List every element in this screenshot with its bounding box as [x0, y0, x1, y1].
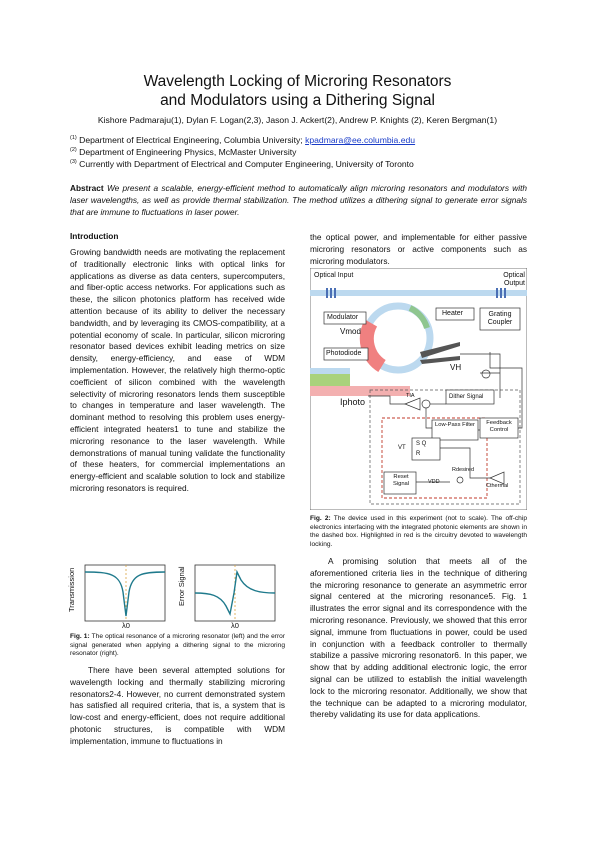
figure-2-graphics	[310, 268, 527, 510]
intro-heading: Introduction	[70, 231, 119, 241]
author-email-link[interactable]: kpadmara@ee.columbia.edu	[305, 134, 416, 145]
fig2-bus-waveguide	[310, 290, 527, 296]
fig2-green-waveguide	[310, 374, 350, 386]
fig1-caption-text: The optical resonance of a microring resonator (left) and the error signal generated when applying a dithering signal to the microring resonator (right).	[70, 633, 286, 658]
figure-1-caption	[70, 633, 285, 659]
fig2-vdd-label: VDD	[428, 479, 440, 485]
affiliation-2: $^{(2)}$ Department of Engineering Physics, McMaster University	[70, 146, 297, 157]
abstract	[70, 182, 527, 218]
title-line-2: and Modulators using a Dithering Signal	[160, 92, 435, 109]
col2-paragraph-0: the optical power, and implementable for either passive microring resonators or active components such as microring modulators.	[310, 232, 527, 266]
affiliation-1-text: Department of Electrical Engineering, Columbia University;	[79, 134, 303, 145]
col2-paragraph-1: A promising solution that meets all of the aforementioned criteria lies in the technique of dithering the microring resonance to generate an asymmetric error signal centered at the microring resonance5. Fig. 1 illustrates the error signal and its correspondence with the microring resonance. Previously, we showed that this error signal, immune from fluctuations in power, could be used in conjunction with a feedback controller to thermally stabilize a passive microring resonator6. In this paper, we show that by adding additional electronic logic, the error signal can be utilized to establish the initial wavelength lock to the microring resonator. Additionally, we show that the technique can be adapted to a microring modulator, thereby validating its use for data applications.	[310, 556, 527, 720]
fig2-iphoto-label: Iphoto	[340, 397, 366, 407]
fig1-right-xlabel: λ0	[231, 621, 239, 630]
fig1-right-ylabel: Error Signal	[177, 566, 186, 606]
fig2-vmod-label: Vmod	[340, 327, 361, 336]
figure-2	[310, 268, 527, 510]
abstract-label: Abstract	[70, 183, 104, 193]
affiliation-3: $^{(3)}$ Currently with Department of Electrical and Computer Engineering, University of Toronto	[70, 158, 414, 169]
fig2-vth-label: VT	[398, 445, 406, 451]
fig2-modulator-label: Modulator	[327, 314, 359, 321]
fig2-rdesired-label: Rdesired	[452, 467, 475, 473]
fig2-optical-input-label: Optical Input	[314, 272, 354, 279]
author-list: Kishore Padmaraju(1), Dylan F. Logan(2,3), Jason J. Ackert(2), Andrew P. Knights (2), Keren Bergman(1)	[97, 115, 498, 125]
fig2-lowpass-label: Low-Pass Filter	[435, 422, 475, 428]
fig2-input-grating	[326, 288, 336, 298]
fig2-drop-waveguide	[310, 368, 350, 374]
fig2-r-label: R	[416, 451, 421, 457]
fig2-heater-label: Heater	[442, 310, 464, 317]
paper-title	[0, 72, 595, 110]
fig1-caption-label: Fig. 1:	[70, 633, 90, 640]
title-line-1: Wavelength Locking of Microring Resonators	[143, 73, 452, 90]
fig2-vh-label: VH	[450, 363, 462, 372]
col1-paragraph-2: There have been several attempted solutions for wavelength locking and thermally stabilizing microring resonators2-4. However, no current demonstrated system has satisfied all required criteria, that is, a system that is low-cost and energy-efficient, does not require additional photonic structures, is compatible with WDM implementation, immune to fluctuations in	[70, 665, 285, 746]
figure-1	[67, 562, 285, 632]
figure-2-caption	[310, 515, 527, 549]
fig2-dither-label: Dither Signal	[449, 394, 484, 400]
fig2-red-region	[310, 386, 410, 396]
affiliation-1: $^{(1)}$ Department of Electrical Engineering, Columbia University; kpadmara@ee.columbia.edu	[70, 134, 416, 145]
fig2-photodiode-label: Photodiode	[326, 350, 362, 357]
fig2-output-grating	[496, 288, 506, 298]
fig1-left-xlabel: λ0	[122, 621, 130, 630]
fig2-reset-label: Reset Signal	[392, 474, 410, 487]
fig1-left-ylabel: Transmission	[67, 567, 76, 612]
fig2-feedback-label: Feedback Control	[486, 420, 512, 433]
fig2-sq-label: S Q	[416, 441, 427, 447]
abstract-text: We present a scalable, energy-efficient method to automatically align microring resonators and modulators with laser wavelengths, as well as provide thermal stabilization. The method utilizes a dithering signal to generate error signals that are immune to fluctuations in laser power.	[70, 183, 527, 217]
fig2-cthermal-label: Cthermal	[486, 483, 509, 489]
affiliation-2-text: Department of Engineering Physics, McMaster University	[79, 146, 297, 157]
fig2-tia-label: TIA	[406, 393, 415, 399]
fig2-optical-output-label: Optical Output	[503, 272, 525, 287]
fig2-caption-label: Fig. 2:	[310, 515, 331, 522]
fig2-caption-text: The device used in this experiment (not to scale). The off-chip electronics interfacing with the integrated photonic elements are shown in the dashed box. Highlighted in red is the circuitry devoted to wavelength locking.	[310, 515, 527, 548]
intro-paragraph-1: Growing bandwidth needs are motivating the replacement of traditionally electronic links with optical links for applications as diverse as data centers, supercomputers, and fiber-optic access networks. For applications such as these, the silicon photonics platform has received wide attention because of its ability to deliver the necessary bandwidth, and by leveraging its CMOS-compatibility, at a potential economy of scale. In particular, silicon microring resonator based devices exhibit leading metrics on size density, energy-efficiency, and ease of WDM implementation. However, the relatively high thermo-optic coefficient of silicon combined with the wavelength selectivity of microring resonators lends them susceptible to changes in temperature and laser wavelength. The dominant method to resolving this problem uses energy-efficient integrated heaters1 to tune and stabilize the microring resonance to the laser wavelength. While demonstrations of manual tuning validate the functionality of these heaters, for commercial implementations an energy-efficient and scalable solution to lock and stabilize microring resonators is required.	[70, 247, 285, 493]
affiliation-3-text: Currently with Department of Electrical and Computer Engineering, University of Toronto	[79, 158, 414, 169]
fig2-grating-coupler-label: Grating Coupler	[487, 311, 513, 326]
